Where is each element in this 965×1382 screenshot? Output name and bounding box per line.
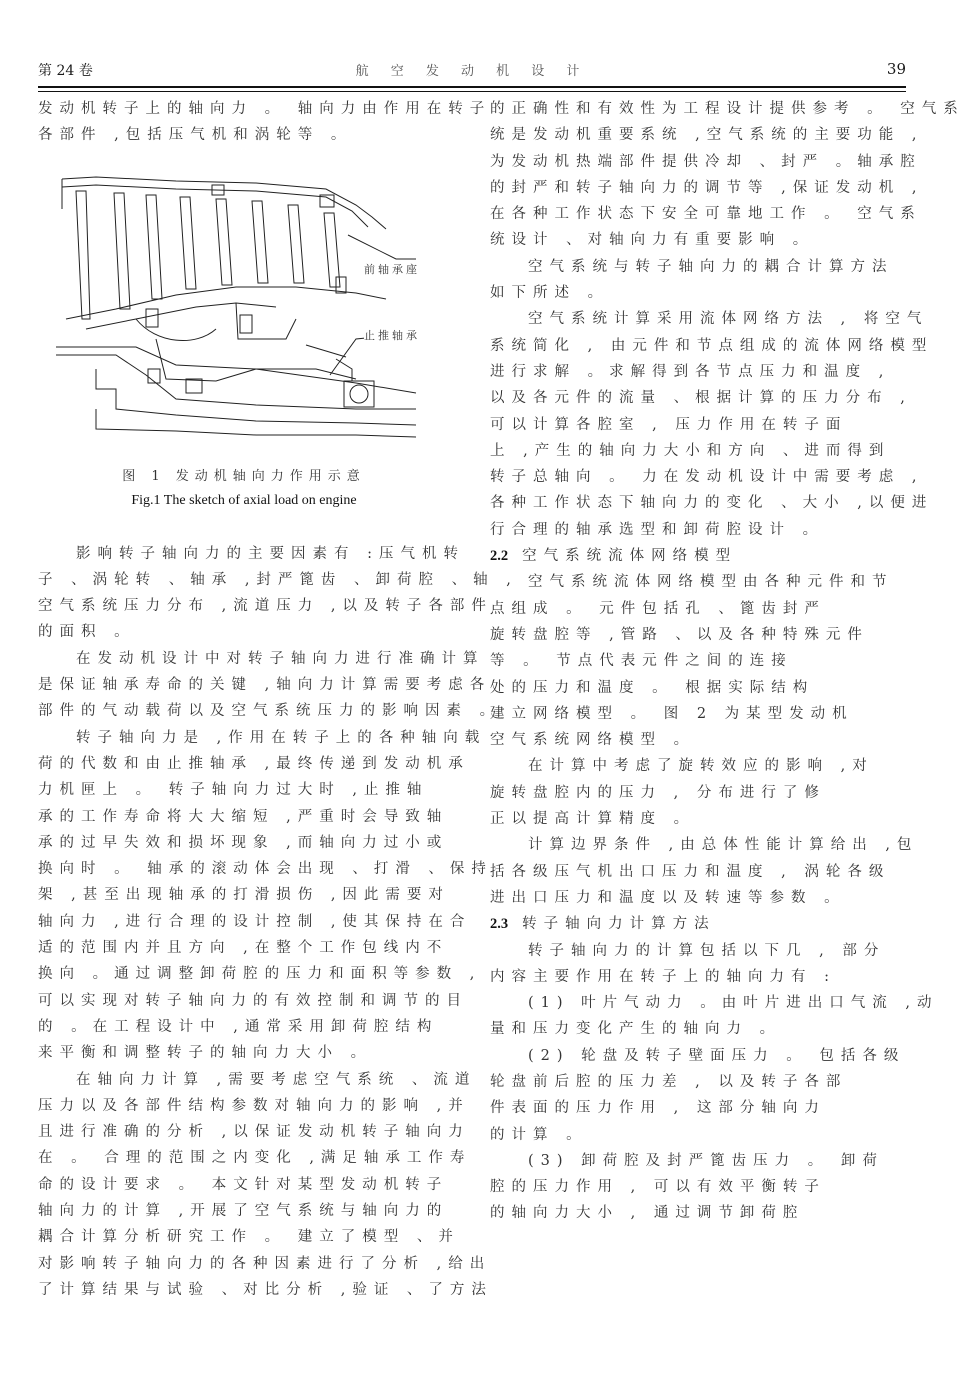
text-line: 架 ,甚至出现轴承的打滑损伤 ,因此需要对 (38, 887, 450, 904)
text-line: 处的压力和温度 。 根据实际结构 (490, 679, 815, 696)
text-line: 来平衡和调整转子的轴向力大小 。 (38, 1045, 373, 1062)
page-number: 39 (886, 60, 906, 78)
text-line: 各种工作状态下轴向力的变化 、大小 ,以便进 (490, 495, 934, 512)
text-line: 上 ,产生的轴向力大小和方向 、进而得到 (490, 442, 891, 459)
text-line: 的轴向力大小 , 通过调节卸荷腔 (490, 1205, 805, 1222)
text-line: 适的范围内并且方向 ,在整个工作包线内不 (38, 940, 449, 957)
text-line: 可以实现对转子轴向力的有效控制和调节的目 (38, 992, 468, 1009)
text-line: 且进行准确的分析 ,以保证发动机转子轴向力 (38, 1124, 470, 1141)
text-line: 轮盘前后腔的压力差 , 以及转子各部 (490, 1073, 848, 1090)
text-line: 计算边界条件 ,由总体性能计算给出 ,包 (528, 837, 919, 854)
text-line: 压力以及各部件结构参数对轴向力的影响 ,并 (38, 1097, 470, 1114)
section-number: 2.2 (490, 548, 509, 565)
engine-sketch-drawing (56, 169, 426, 459)
text-line: 各部件 ,包括压气机和涡轮等 。 (38, 127, 353, 144)
text-line: 了计算结果与试验 、对比分析 ,验证 、了方法 (38, 1281, 493, 1298)
text-line: 发动机转子上的轴向力 。 轴向力由作用在转子 (38, 101, 492, 117)
text-line: 进出口压力和温度以及转速等参数 。 (490, 889, 846, 906)
running-header (38, 60, 906, 80)
text-line: 的计算 。 (490, 1126, 588, 1143)
left-top-text (38, 96, 492, 149)
text-line: 转子总轴向 。 力在发动机设计中需要考虑 , (490, 469, 924, 486)
text-line: (1) 叶片气动力 。由叶片进出口气流 ,动 (528, 995, 939, 1012)
text-line: 统是发动机重要系统 ,空气系统的主要功能 , (490, 127, 924, 144)
text-line: 行合理的轴承选型和卸荷腔设计 。 (490, 521, 825, 538)
text-line: 系统简化 , 由元件和节点组成的流体网络模型 (490, 337, 934, 354)
text-line: 空气系统网络模型 。 (490, 732, 696, 749)
text-line: 轴向力 ,进行合理的设计控制 ,使其保持在合 (38, 913, 472, 930)
text-line: 统设计 、对轴向力有重要影响 。 (490, 232, 815, 249)
text-line: 在 。 合理的范围之内变化 ,满足轴承工作寿 (38, 1150, 472, 1167)
text-line: 正以提高计算精度 。 (490, 811, 696, 828)
text-line: 在轴向力计算 ,需要考虑空气系统 、流道 (76, 1071, 477, 1088)
text-line: 力机匣上 。 转子轴向力过大时 ,止推轴 (38, 782, 429, 799)
text-line: 旋转盘腔内的压力 , 分布进行了修 (490, 784, 826, 801)
text-line: 括各级压气机出口压力和温度 , 涡轮各级 (490, 863, 891, 880)
section-heading (490, 543, 902, 569)
text-line: 空气系统计算采用流体网络方法 , 将空气 (528, 311, 929, 328)
header-rule-thick (38, 86, 906, 88)
front-bearing-housing-label: 前轴承座 (364, 262, 420, 276)
journal-title: 航 空 发 动 机 设 计 (355, 64, 589, 79)
text-line: 转子轴向力的计算包括以下几 , 部分 (528, 942, 886, 959)
text-line: 耦合计算分析研究工作 。 建立了模型 、并 (38, 1229, 460, 1246)
text-line: 在发动机设计中对转子轴向力进行准确计算 (76, 650, 485, 667)
figure-caption-cn: 图 1 发动机轴向力作用示意 (122, 468, 366, 484)
text-line: 如下所述 。 (490, 285, 610, 302)
text-line: 内容主要作用在转子上的轴向力有 : (490, 968, 836, 985)
text-line: 为发动机热端部件提供冷却 、封严 。轴承腔 (490, 153, 922, 170)
text-line: 量和压力变化产生的轴向力 。 (490, 1021, 782, 1038)
figure-caption-en: Fig.1 The sketch of axial load on engine (131, 492, 357, 508)
text-line: 件表面的压力作用 , 这部分轴向力 (490, 1100, 826, 1117)
text-line: 等 。 节点代表元件之间的连接 (490, 653, 793, 670)
section-title: 转子轴向力计算方法 (522, 916, 716, 933)
text-line: 荷的代数和由止推轴承 ,最终传递到发动机承 (38, 755, 470, 772)
text-line: 空气系统与转子轴向力的耦合计算方法 (528, 258, 894, 275)
text-line: 承的工作寿命将大大缩短 ,严重时会导致轴 (38, 808, 449, 825)
text-line: 影响转子轴向力的主要因素有 :压气机转 (76, 545, 465, 562)
section-number: 2.3 (490, 916, 509, 933)
text-line: 是保证轴承寿命的关键 ,轴向力计算需要考虑各 (38, 677, 492, 694)
section-title: 空气系统流体网络模型 (522, 548, 738, 565)
figure-1 (38, 169, 450, 465)
text-line: 的面积 。 (38, 624, 136, 641)
text-line: 腔的压力作用 , 可以有效平衡转子 (490, 1179, 826, 1196)
text-line: 换向时 。 轴承的滚动体会出现 、打滑 、保持 (38, 861, 493, 878)
text-line: 部件的气动载荷以及空气系统压力的影响因素 。 (38, 703, 502, 720)
text-line: (3) 卸荷腔及封严篦齿压力 。 卸荷 (528, 1152, 884, 1169)
text-line: 在各种工作状态下安全可靠地工作 。 空气系 (490, 206, 922, 223)
text-line: 的封严和转子轴向力的调节等 ,保证发动机 , (490, 179, 924, 196)
text-line: 对影响转子轴向力的各种因素进行了分析 ,给出 (38, 1255, 492, 1272)
header-rule-thin (38, 91, 906, 92)
text-line: 轴向力的计算 ,开展了空气系统与轴向力的 (38, 1203, 449, 1220)
thrust-bearing-label: 止推轴承 (364, 328, 420, 342)
text-line: 命的设计要求 。 本文针对某型发动机转子 (38, 1176, 449, 1193)
text-line: 可以计算各腔室 , 压力作用在转子面 (490, 416, 848, 433)
text-line: 承的过早失效和损坏现象 ,而轴向力过小或 (38, 834, 449, 851)
text-line: 转子轴向力是 ,作用在转子上的各种轴向载 (76, 729, 487, 746)
section-heading (490, 911, 902, 937)
text-line: 子 、涡轮转 、轴承 ,封严篦齿 、卸荷腔 、轴 , (38, 571, 518, 588)
text-line: 进行求解 。求解得到各节点压力和温度 , (490, 363, 891, 380)
text-line: 空气系统压力分布 ,流道压力 ,以及转子各部件 (38, 598, 493, 615)
text-line: 点组成 。 元件包括孔 、篦齿封严 (490, 600, 826, 617)
text-line: 空气系统流体网络模型由各种元件和节 (528, 574, 894, 591)
text-line: 在计算中考虑了旋转效应的影响 ,对 (528, 758, 874, 775)
text-line: 建立网络模型 。 图 2 为某型发动机 (490, 705, 854, 722)
text-line: 以及各元件的流量 、根据计算的压力分布 , (490, 390, 912, 407)
text-line: 的正确性和有效性为工程设计提供参考 。 空气系 (490, 101, 965, 117)
text-line: 的 。在工程设计中 ,通常采用卸荷腔结构 (38, 1018, 439, 1035)
text-line: 旋转盘腔等 ,管路 、以及各种特殊元件 (490, 626, 869, 643)
right-column (490, 96, 965, 1227)
text-line: 换向 。通过调整卸荷腔的压力和面积等参数 , (38, 966, 482, 983)
volume-number: 第 24 卷 (38, 63, 93, 79)
text-line: (2) 轮盘及转子壁面压力 。 包括各级 (528, 1047, 906, 1064)
right-body-text (490, 96, 965, 1227)
